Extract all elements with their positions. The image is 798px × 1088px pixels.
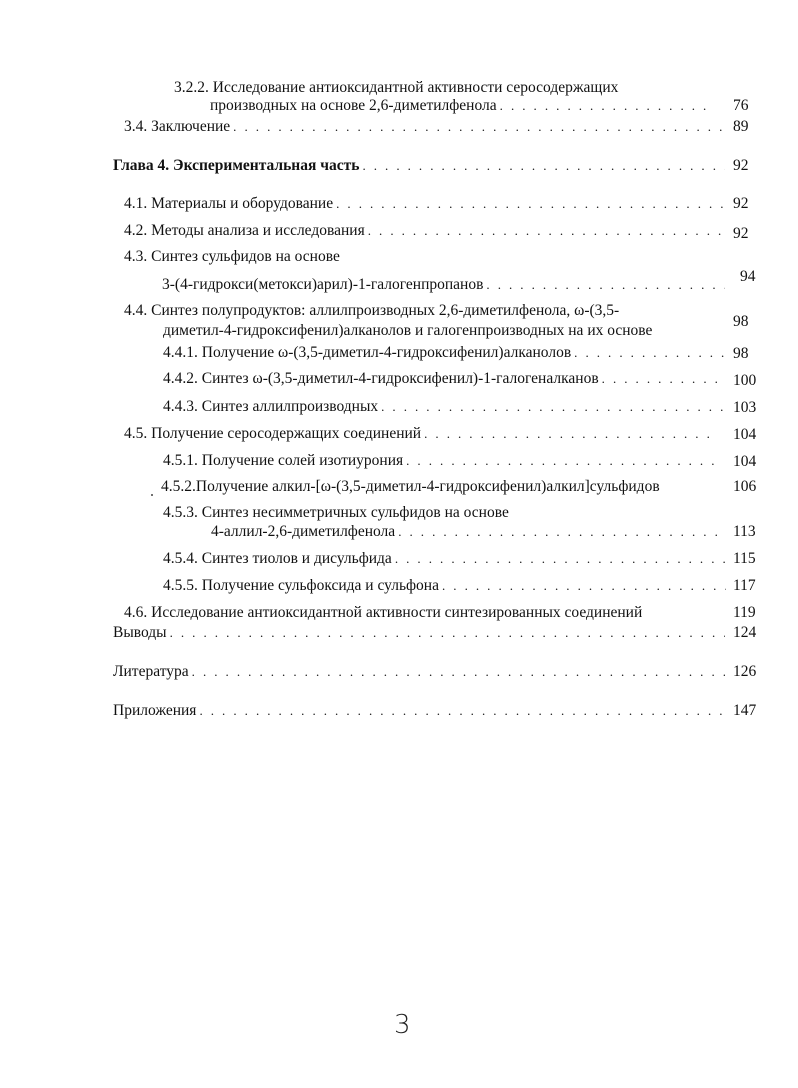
toc-page-4-2: 92 (733, 225, 749, 242)
toc-entry-4-5-4[interactable] (163, 550, 726, 568)
toc-dot-leader (336, 196, 725, 213)
toc-chapter-4[interactable] (113, 157, 725, 175)
toc-page-4-5-2: 106 (733, 478, 757, 495)
toc-entry-4-4-line2: диметил-4-гидроксифенил)алканолов и галогенпроизводных на их основе (163, 322, 653, 339)
toc-entry-4-5-1[interactable] (163, 452, 716, 470)
toc-dot-leader (442, 578, 726, 595)
toc-dot-leader (398, 524, 726, 541)
toc-entry-4-1[interactable] (124, 195, 725, 213)
toc-page-3-4: 89 (733, 118, 749, 135)
page-number: 3 (394, 1010, 411, 1040)
toc-page-4-5-5: 117 (733, 577, 756, 594)
toc-page-4-4-1: 98 (733, 345, 749, 362)
toc-page-4-4: 98 (733, 313, 749, 330)
toc-dot-leader (574, 345, 725, 362)
toc-dot-leader (602, 371, 726, 388)
toc-entry-4-5-5[interactable] (163, 577, 726, 595)
toc-entry-4-4-1-title: 4.4.1. Получение ω-(3,5-диметил-4-гидроксифенил)алканолов (163, 344, 572, 361)
toc-entry-4-5-4-title: 4.5.4. Синтез тиолов и дисульфида (163, 550, 392, 567)
toc-dot-leader (395, 551, 726, 568)
toc-page-4-6: 119 (733, 604, 756, 621)
toc-entry-3-4-title: 3.4. Заключение (124, 118, 231, 135)
toc-page-4-5-1: 104 (733, 453, 757, 470)
toc-entry-4-3-line1: 4.3. Синтез сульфидов на основе (124, 248, 340, 265)
toc-page-4-5: 104 (733, 426, 757, 443)
toc-entry-4-2[interactable] (124, 222, 725, 240)
toc-dot-leader (406, 453, 716, 470)
toc-entry-4-4-line1: 4.4. Синтез полупродуктов: аллилпроизводных 2,6-диметилфенола, ω-(3,5- (124, 302, 620, 319)
toc-dot-leader (170, 625, 725, 642)
toc-dot-leader (362, 158, 725, 175)
toc-page-literature: 126 (733, 663, 757, 680)
toc-page-3-2-2: 76 (733, 97, 749, 114)
toc-entry-literature[interactable] (113, 663, 725, 681)
toc-entry-4-5-2-title[interactable]: 4.5.2.Получение алкил-[ω-(3,5-диметил-4-гидроксифенил)алкил]сульфидов (161, 478, 660, 495)
toc-entry-4-6-title[interactable]: 4.6. Исследование антиоксидантной активности синтезированных соединений (124, 604, 643, 621)
toc-entry-conclusions[interactable] (113, 624, 725, 642)
toc-page-chapter-4: 92 (733, 157, 749, 174)
toc-entry-4-4-2[interactable] (163, 370, 726, 388)
toc-chapter-4-title: Глава 4. Экспериментальная часть (113, 157, 360, 174)
toc-dot-leader (192, 664, 725, 681)
toc-page-4-5-3: 113 (733, 523, 756, 540)
toc-entry-3-2-2-line1: 3.2.2. Исследование антиоксидантной активности серосодержащих (174, 79, 619, 96)
scan-speck (151, 494, 153, 496)
toc-dot-leader (486, 277, 725, 294)
toc-page-4-4-3: 103 (733, 399, 757, 416)
toc-dot-leader (424, 426, 716, 443)
toc-dot-leader (500, 98, 712, 115)
toc-entry-3-2-2-line2: производных на основе 2,6-диметилфенола (210, 97, 497, 114)
toc-entry-4-4-3[interactable] (163, 398, 726, 416)
toc-entry-4-1-title: 4.1. Материалы и оборудование (124, 195, 334, 212)
toc-entry-4-3-line2: 3-(4-гидрокси(метокси)арил)-1-галогенпропанов (162, 276, 484, 293)
toc-page-conclusions: 124 (733, 624, 757, 641)
toc-entry-4-5-title: 4.5. Получение серосодержащих соединений (124, 425, 422, 442)
toc-entry-4-5-1-title: 4.5.1. Получение солей изотиурония (163, 452, 404, 469)
toc-entry-3-4[interactable] (124, 118, 723, 136)
toc-dot-leader (381, 399, 726, 416)
toc-entry-4-5[interactable] (124, 425, 716, 443)
toc-entry-conclusions-title: Выводы (113, 624, 167, 641)
toc-entry-4-4-3-title: 4.4.3. Синтез аллилпроизводных (163, 398, 379, 415)
toc-dot-leader (368, 223, 725, 240)
toc-entry-3-2-2[interactable] (210, 97, 712, 115)
toc-dot-leader (199, 703, 725, 720)
toc-page-4-4-2: 100 (733, 372, 757, 389)
toc-page-4-5-4: 115 (733, 550, 756, 567)
toc-entry-4-5-3-line2: 4-аллил-2,6-диметилфенола (211, 523, 396, 540)
toc-dot-leader (233, 119, 723, 136)
toc-entry-4-4-2-title: 4.4.2. Синтез ω-(3,5-диметил-4-гидроксифенил)-1-галогеналканов (163, 370, 599, 387)
toc-entry-4-4-1[interactable] (163, 344, 725, 362)
toc-entry-appendix[interactable] (113, 702, 725, 720)
toc-entry-4-5-5-title: 4.5.5. Получение сульфоксида и сульфона (163, 577, 439, 594)
toc-page-4-1: 92 (733, 195, 749, 212)
toc-page-appendix: 147 (733, 702, 757, 719)
toc-page-4-3: 94 (740, 268, 756, 285)
toc-entry-4-2-title: 4.2. Методы анализа и исследования (124, 222, 365, 239)
toc-entry-4-5-3[interactable] (211, 523, 726, 541)
toc-entry-4-3[interactable] (162, 276, 725, 294)
toc-entry-appendix-title: Приложения (113, 702, 197, 719)
toc-entry-literature-title: Литература (113, 663, 189, 680)
toc-entry-4-5-3-line1: 4.5.3. Синтез несимметричных сульфидов на основе (163, 504, 509, 521)
